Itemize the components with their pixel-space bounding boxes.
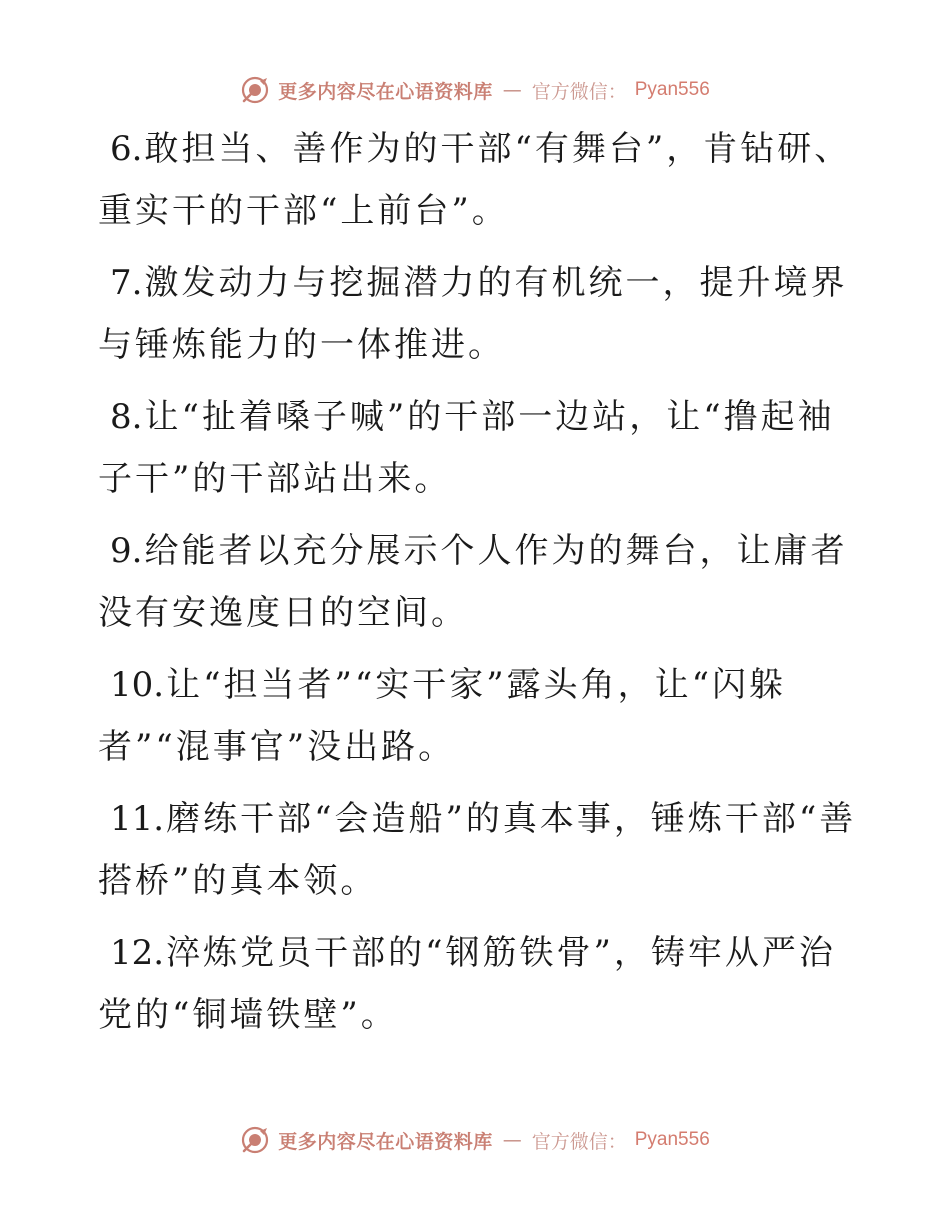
list-item [98,788,858,912]
list-item [98,386,858,510]
quill-seal-icon [240,1125,270,1155]
item-text: 让“担当者”“实干家”露头角，让“闪躲者”“混事官”没出路。 [98,665,786,767]
item-text: 敢担当、善作为的干部“有舞台”，肯钻研、重实干的干部“上前台”。 [98,129,852,231]
watermark-separator: — [502,1129,522,1151]
item-number: 7. [110,263,143,303]
watermark-label: 官方微信： [531,80,627,103]
footer-watermark [0,1120,950,1160]
item-text: 激发动力与挖掘潜力的有机统一，提升境界与锤炼能力的一体推进。 [98,263,848,365]
quill-seal-icon [240,75,270,105]
watermark-main-text: 更多内容尽在心语资料库 [278,1130,493,1153]
item-text: 给能者以充分展示个人作为的舞台，让庸者没有安逸度日的空间。 [98,531,848,633]
list-item [98,654,858,778]
item-number: 6. [110,129,143,169]
list-item [98,252,858,376]
item-number: 8. [110,397,143,437]
header-watermark [0,70,950,110]
item-text: 磨练干部“会造船”的真本事，锤炼干部“善搭桥”的真本领。 [98,799,857,901]
list-item [98,520,858,644]
item-text: 让“扯着嗓子喊”的干部一边站，让“撸起袖子干”的干部站出来。 [98,397,835,499]
watermark-main-text: 更多内容尽在心语资料库 [278,80,493,103]
list-item [98,922,858,1046]
watermark-wechat-id: Pyan556 [634,79,710,100]
item-number: 11. [110,799,165,839]
watermark-label: 官方微信： [531,1130,627,1153]
item-number: 10. [110,665,165,705]
item-text: 淬炼党员干部的“钢筋铁骨”，铸牢从严治党的“铜墙铁壁”。 [98,933,836,1035]
watermark-separator: — [502,79,522,101]
item-number: 9. [110,531,143,571]
document-body [98,118,858,1056]
list-item [98,118,858,242]
item-number: 12. [110,933,165,973]
watermark-wechat-id: Pyan556 [634,1129,710,1150]
